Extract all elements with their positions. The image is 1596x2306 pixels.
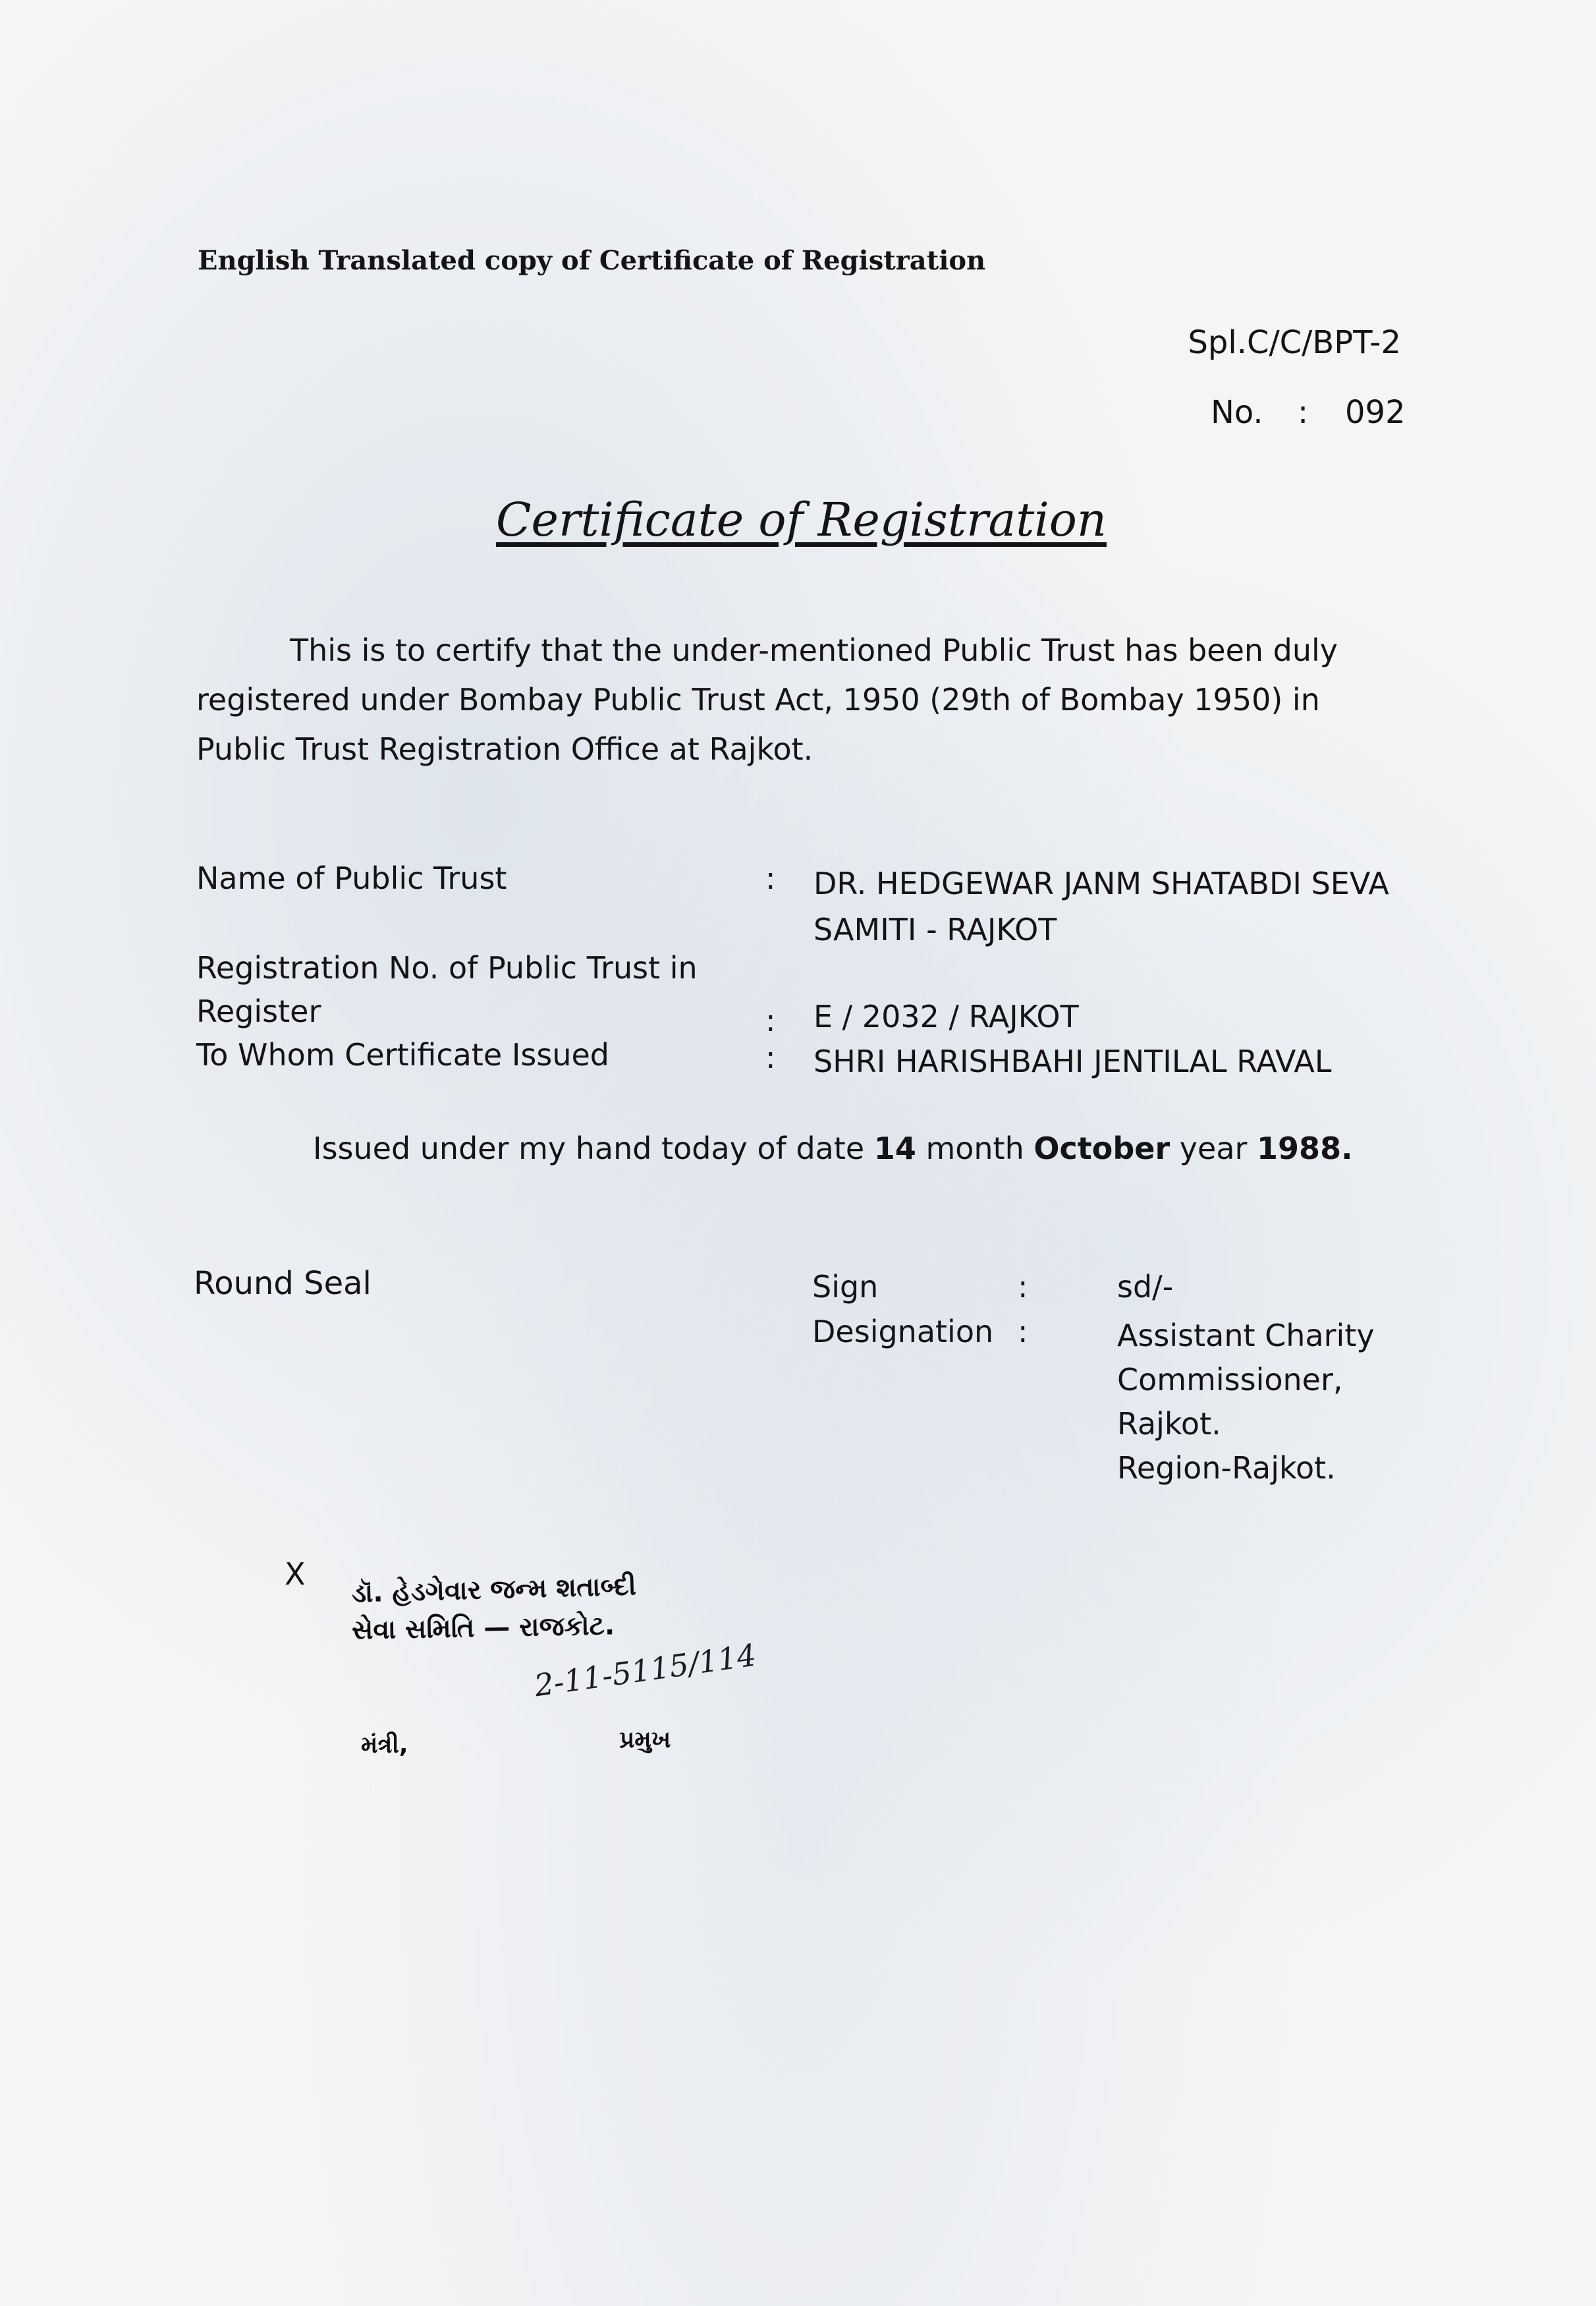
certificate-number-colon: : bbox=[1298, 394, 1309, 431]
issued-year-word: year bbox=[1179, 1131, 1248, 1166]
designation-line3: Rajkot. bbox=[1117, 1406, 1221, 1442]
designation-line1: Assistant Charity bbox=[1117, 1318, 1375, 1353]
issued-year: 1988 bbox=[1257, 1131, 1342, 1166]
certification-paragraph: This is to certify that the under-mentioned Public Trust has been duly registered under Bombay Public Trust Act, 1950 (29th of Bombay 1950) in Public Trust Registration Office at Rajkot. bbox=[196, 633, 1338, 767]
designation-line2: Commissioner, bbox=[1117, 1362, 1343, 1397]
sign-label: Sign bbox=[812, 1269, 879, 1305]
trust-stamp-line1: ડૉ. હેડગેવાર જન્મ શતાબ્દી bbox=[351, 1571, 637, 1609]
trust-name-value-line2: SAMITI - RAJKOT bbox=[813, 912, 1057, 947]
trust-name-label: Name of Public Trust bbox=[196, 860, 507, 896]
designation-label: Designation bbox=[812, 1314, 994, 1349]
trust-name-colon: : bbox=[765, 860, 776, 896]
issued-suffix: . bbox=[1341, 1131, 1353, 1166]
issued-prefix: Issued under my hand today of date bbox=[313, 1131, 865, 1166]
trust-stamp-line2: સેવા સમિતિ — રાજકોટ. bbox=[351, 1610, 615, 1646]
document-title: Certificate of Registration bbox=[495, 493, 1107, 547]
registration-label-line2: Register bbox=[196, 994, 321, 1029]
translated-copy-heading: English Translated copy of Certificate of Registration bbox=[198, 245, 986, 276]
registration-label-line1: Registration No. of Public Trust in bbox=[196, 950, 698, 986]
registration-colon: : bbox=[765, 1003, 776, 1038]
trust-name-value-line1: DR. HEDGEWAR JANM SHATABDI SEVA bbox=[813, 866, 1389, 901]
issued-month: October bbox=[1033, 1131, 1170, 1166]
signature-x-mark: X bbox=[285, 1556, 306, 1592]
designation-line4: Region-Rajkot. bbox=[1117, 1450, 1336, 1486]
issued-to-value: SHRI HARISHBAHI JENTILAL RAVAL bbox=[813, 1044, 1332, 1079]
certificate-number-value: 092 bbox=[1345, 394, 1406, 431]
sign-value: sd/- bbox=[1117, 1269, 1174, 1305]
issued-to-label: To Whom Certificate Issued bbox=[196, 1037, 609, 1073]
trust-stamp-president: પ્રમુખ bbox=[619, 1726, 671, 1753]
certificate-number-label: No. bbox=[1211, 394, 1263, 431]
issued-to-colon: : bbox=[765, 1040, 776, 1075]
issued-line bbox=[313, 1131, 1353, 1166]
issued-month-word: month bbox=[925, 1131, 1024, 1166]
trust-stamp-secretary: મંત્રી, bbox=[361, 1731, 408, 1758]
sign-colon: : bbox=[1018, 1269, 1028, 1305]
registration-value: E / 2032 / RAJKOT bbox=[813, 999, 1079, 1034]
designation-value bbox=[1117, 1314, 1375, 1490]
designation-colon: : bbox=[1018, 1314, 1028, 1349]
form-code: Spl.C/C/BPT-2 bbox=[1188, 324, 1401, 361]
issued-day: 14 bbox=[873, 1131, 916, 1166]
round-seal-label: Round Seal bbox=[194, 1265, 371, 1302]
handwritten-note: 2-11-5115/114 bbox=[532, 1637, 759, 1704]
